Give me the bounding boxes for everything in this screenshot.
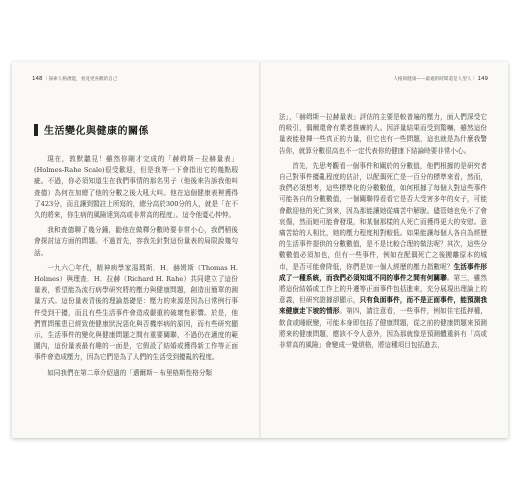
- left-paragraph-3: 一九六〇年代，精神病學家湯瑪斯．H．赫姆斯（Thomas H. Holmes）與理查．H．拉赫（Richard H. Rahe）共同建立了這份量表，希望能為流行病學研究將的壓力與健康問題，創造出簡單的測量方式。這份量表背後的理論基礎是：壓力的來源是因為日常例行事件受到干擾，而且有些生活事件會造成嚴重的破壞性影響。於是，他們質問罹患已經致使健康狀況惡化與否機率病的原因，而有些研究顯示，生活事件的變化與健康問題之間有重要關聯，不過仍在適度的範圍內，這份量表最有趣的一面是，它假設了結婚或獲得新工作等正面事件會造成壓力，因為它們是為了人們的生活受到擾亂的程度。: [34, 263, 238, 362]
- book-spread: [12, 62, 508, 438]
- right-paragraph-3-emphasis: 只有負面事件，而不是正面事件，能預測我來健康走下坡的情形: [279, 296, 487, 316]
- left-running-header: [32, 76, 117, 82]
- right-page: [261, 62, 508, 438]
- left-paragraph-2: 我和查德聊了幾分鐘，勸他在做釋分數時要非常小心，我們稍後會探討這方面的問題。不過首先，容我先針對這份量表的局限說幾句話。: [34, 226, 238, 257]
- left-page-number: 148: [32, 76, 43, 82]
- title-marker-bar: [34, 124, 38, 136]
- left-header-text: ｜探索人格潛能，看見更喜歡的自己: [43, 77, 118, 82]
- right-page-number: 149: [477, 76, 488, 82]
- right-paragraph-2-emphasis: 生活事件形成了一種系統，而我們必須知道不同的事件之間有何關聯: [279, 262, 488, 282]
- section-title-row: [34, 122, 149, 137]
- right-paragraph-2: [279, 161, 487, 351]
- right-running-header: [393, 76, 488, 82]
- left-paragraph-1: 現在，敦默聽見！雖然你剛才完成的「赫姆斯－拉赫量表」(Holmes-Rahe Scale)很受歡迎，但是我等一下會指出它的幾點瑕疵。不過，你必須知道生在我們事情的那名男子（他後來告訴我他叫查德）為何在加總了他的分數之後大吼大叫。他在這個健康表裡獲得了423分，而且讓到醫註上所寫的，總分高於300分的人，就是「在不久的將來，你生病的風險達到高或非常高的程度」。這令他憂心忡忡。: [34, 155, 238, 220]
- right-header-text: 人格與健康——最適的時間還是人型人｜: [393, 77, 477, 82]
- left-paragraph-4: 如同我們在第二章介紹過的「邁爾斯－布里格斯性格分類: [47, 368, 213, 377]
- left-body-text: [34, 154, 238, 383]
- right-paragraph-1-text: 法」，「赫姆斯－拉赫量表」評估的主要是較普遍的壓力，面人們深受它的吸引，偶爾還會有業者推廣的人。因評量結果而受到驚嚇，雖然這份量表能發揮一些真正的力量，但它也有一些問題，這也就是為什麼我警告你，就算分數很高也不一定代表你的健康下結論時要非常小心。: [279, 113, 487, 155]
- left-page: [12, 62, 259, 438]
- right-body-text: [279, 112, 487, 355]
- right-paragraph-1: [279, 112, 487, 157]
- right-paragraph-3-tail: 。第四，請注意看，一些事件，例如住宅抵押權，飲食或睡眠變，可能本身即包括了健康問題，從之前的健康問題來預測將來的健康問題，應該不令人意外，因為那就像是預測體重斜有「高或非常高的風險」會變成一覺煩格，將這種項目包括進去，: [279, 307, 487, 350]
- right-paragraph-2-text: 首先，先思考觀看一個事件和關於的分數值，他們根據的是研究者自己對事件擾亂程度的估計，以配偶死亡是一百分的標準來看，然而，我們必須想考，這些標準化的分數數值，如何根據了每個人對這些事件可能各自的分數數值，一個關聯得看看它是否大受害多年的女子，可能會歡迎他的死亡到來，因為那能讓她從痛苦中解脫。儘管她也免不了會哀傷，然而她可能會發現，和某個那樣的人死亡而獲得更大的安慰。意痛苦給的人相比，她的壓力程度相對較低。如果能讓每個人各自為經歷的生活事件提供的分數數值，是不是比較合理的做法呢？其次，這些分數數值必須加也，但有一些事件，例如在配偶死亡之後搬離原本的城市，是否可能會降低，你們是加一個人經歷的壓力指數呢？: [279, 161, 487, 271]
- right-paragraph-2-tail: 。第三，雖然將這份結婚或工作上的升遷等正面事件包括進來，充分展現出理論上的意義，但研究證據卻顯示，: [279, 273, 488, 305]
- section-title: 生活變化與健康的關係: [44, 126, 149, 137]
